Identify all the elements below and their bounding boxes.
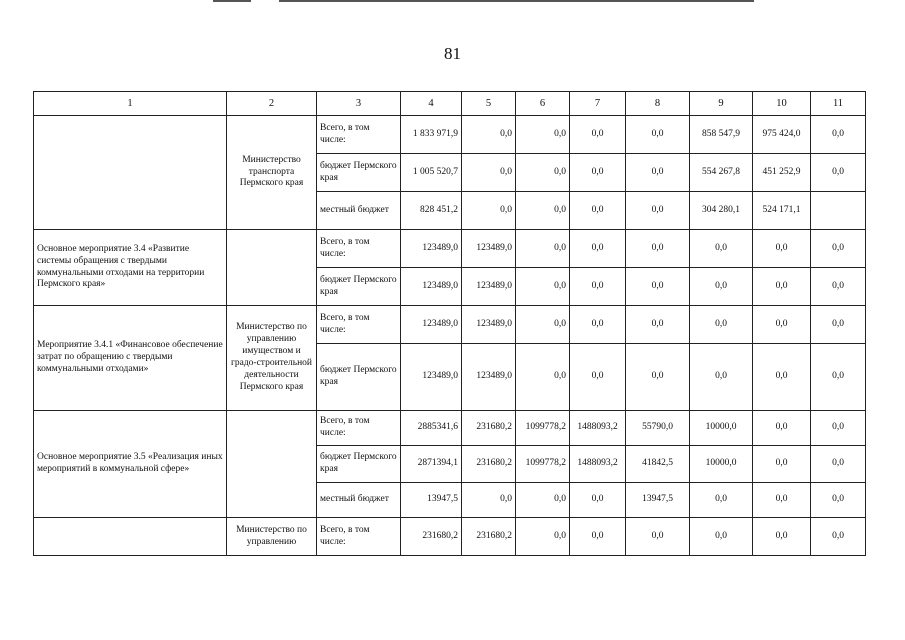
- amount-cell: 0,0: [626, 306, 690, 344]
- amount-cell: 2871394,1: [401, 446, 462, 483]
- amount-cell: 0,0: [753, 268, 811, 306]
- column-header: 7: [570, 92, 626, 116]
- column-header: 4: [401, 92, 462, 116]
- amount-cell: 13947,5: [401, 483, 462, 518]
- amount-cell: 1488093,2: [570, 446, 626, 483]
- amount-cell: 0,0: [516, 268, 570, 306]
- amount-cell: 0,0: [690, 230, 753, 268]
- amount-cell: 0,0: [626, 230, 690, 268]
- column-header: 11: [811, 92, 866, 116]
- table-row: [34, 411, 866, 446]
- amount-cell: 0,0: [811, 344, 866, 411]
- amount-cell: 0,0: [462, 116, 516, 154]
- amount-cell: 0,0: [811, 268, 866, 306]
- amount-cell: 0,0: [570, 344, 626, 411]
- amount-cell: 2885341,6: [401, 411, 462, 446]
- amount-cell: 0,0: [570, 154, 626, 192]
- amount-cell: 828 451,2: [401, 192, 462, 230]
- amount-cell: 304 280,1: [690, 192, 753, 230]
- amount-cell: 0,0: [811, 154, 866, 192]
- amount-cell: 1099778,2: [516, 411, 570, 446]
- amount-cell: 123489,0: [462, 344, 516, 411]
- amount-cell: 123489,0: [462, 230, 516, 268]
- amount-cell: 123489,0: [401, 344, 462, 411]
- amount-cell: 0,0: [516, 192, 570, 230]
- amount-cell: 123489,0: [401, 230, 462, 268]
- table-row: [34, 230, 866, 268]
- amount-cell: 10000,0: [690, 446, 753, 483]
- amount-cell: 0,0: [570, 268, 626, 306]
- table-row: [34, 518, 866, 556]
- amount-cell: 231680,2: [462, 411, 516, 446]
- top-rule-left: [213, 0, 251, 2]
- column-header: 8: [626, 92, 690, 116]
- funding-source: бюджет Пермского края: [317, 268, 401, 306]
- amount-cell: 0,0: [516, 483, 570, 518]
- amount-cell: 0,0: [811, 411, 866, 446]
- amount-cell: 0,0: [753, 230, 811, 268]
- amount-cell: 0,0: [690, 344, 753, 411]
- amount-cell: 0,0: [811, 483, 866, 518]
- column-header: 5: [462, 92, 516, 116]
- funding-source: бюджет Пермского края: [317, 154, 401, 192]
- top-rule-right: [279, 0, 754, 2]
- column-header: 9: [690, 92, 753, 116]
- amount-cell: 524 171,1: [753, 192, 811, 230]
- amount-cell: 1099778,2: [516, 446, 570, 483]
- funding-source: Всего, в том числе:: [317, 518, 401, 556]
- amount-cell: 1488093,2: [570, 411, 626, 446]
- amount-cell: 123489,0: [462, 268, 516, 306]
- amount-cell: 0,0: [690, 483, 753, 518]
- amount-cell: 0,0: [753, 344, 811, 411]
- page-number: 81: [444, 44, 461, 63]
- amount-cell: 0,0: [570, 230, 626, 268]
- table-row: [34, 306, 866, 344]
- amount-cell: 123489,0: [401, 268, 462, 306]
- amount-cell: 231680,2: [401, 518, 462, 556]
- amount-cell: 0,0: [462, 192, 516, 230]
- funding-source: местный бюджет: [317, 192, 401, 230]
- funding-source: Всего, в том числе:: [317, 230, 401, 268]
- amount-cell: 0,0: [570, 518, 626, 556]
- event-description: [34, 518, 227, 556]
- amount-cell: 0,0: [690, 268, 753, 306]
- funding-source: Всего, в том числе:: [317, 116, 401, 154]
- amount-cell: 0,0: [570, 483, 626, 518]
- amount-cell: 0,0: [626, 116, 690, 154]
- amount-cell: 123489,0: [401, 306, 462, 344]
- amount-cell: 0,0: [462, 154, 516, 192]
- amount-cell: 231680,2: [462, 518, 516, 556]
- amount-cell: 0,0: [516, 518, 570, 556]
- amount-cell: 0,0: [811, 116, 866, 154]
- amount-cell: 0,0: [626, 268, 690, 306]
- column-header: 3: [317, 92, 401, 116]
- amount-cell: 0,0: [811, 446, 866, 483]
- amount-cell: 0,0: [626, 154, 690, 192]
- event-description: Основное мероприятие 3.4 «Развитие системы обращения с твердыми коммунальными отходами на территории Пермского края»: [34, 230, 227, 306]
- amount-cell: 41842,5: [626, 446, 690, 483]
- budget-table: [33, 91, 866, 556]
- amount-cell: 0,0: [811, 230, 866, 268]
- amount-cell: 554 267,8: [690, 154, 753, 192]
- amount-cell: 0,0: [690, 518, 753, 556]
- event-description: Основное мероприятие 3.5 «Реализация иных мероприятий в коммунальной сфере»: [34, 411, 227, 518]
- amount-cell: 0,0: [462, 483, 516, 518]
- responsible-executor: [227, 230, 317, 306]
- amount-cell: [811, 192, 866, 230]
- amount-cell: 231680,2: [462, 446, 516, 483]
- funding-source: Всего, в том числе:: [317, 411, 401, 446]
- amount-cell: 0,0: [516, 230, 570, 268]
- amount-cell: 0,0: [753, 446, 811, 483]
- responsible-executor: Министерство транспорта Пермского края: [227, 116, 317, 230]
- amount-cell: 123489,0: [462, 306, 516, 344]
- amount-cell: 0,0: [626, 518, 690, 556]
- funding-source: бюджет Пермского края: [317, 344, 401, 411]
- amount-cell: 0,0: [753, 483, 811, 518]
- amount-cell: 1 833 971,9: [401, 116, 462, 154]
- column-header: 6: [516, 92, 570, 116]
- funding-source: бюджет Пермского края: [317, 446, 401, 483]
- amount-cell: 0,0: [516, 344, 570, 411]
- responsible-executor: Министерство по управлению: [227, 518, 317, 556]
- amount-cell: 0,0: [516, 154, 570, 192]
- amount-cell: 55790,0: [626, 411, 690, 446]
- table-body: [34, 92, 866, 556]
- amount-cell: 0,0: [516, 306, 570, 344]
- amount-cell: 0,0: [753, 306, 811, 344]
- amount-cell: 0,0: [753, 411, 811, 446]
- amount-cell: 0,0: [690, 306, 753, 344]
- amount-cell: 0,0: [626, 344, 690, 411]
- column-header: 2: [227, 92, 317, 116]
- amount-cell: 13947,5: [626, 483, 690, 518]
- responsible-executor: [227, 411, 317, 518]
- amount-cell: 0,0: [570, 192, 626, 230]
- event-description: Мероприятие 3.4.1 «Финансовое обеспечение затрат по обращению с твердыми коммунальными отходами»: [34, 306, 227, 411]
- amount-cell: 858 547,9: [690, 116, 753, 154]
- amount-cell: 0,0: [516, 116, 570, 154]
- amount-cell: 0,0: [570, 306, 626, 344]
- amount-cell: 0,0: [570, 116, 626, 154]
- amount-cell: 0,0: [626, 192, 690, 230]
- amount-cell: 451 252,9: [753, 154, 811, 192]
- event-description: [34, 116, 227, 230]
- amount-cell: 10000,0: [690, 411, 753, 446]
- table-row: [34, 116, 866, 154]
- header-row: [34, 92, 866, 116]
- amount-cell: 0,0: [811, 306, 866, 344]
- amount-cell: 0,0: [811, 518, 866, 556]
- amount-cell: 975 424,0: [753, 116, 811, 154]
- funding-source: Всего, в том числе:: [317, 306, 401, 344]
- amount-cell: 0,0: [753, 518, 811, 556]
- responsible-executor: Министерство по управлению имуществом и градо-строительной деятельности Пермского края: [227, 306, 317, 411]
- column-header: 10: [753, 92, 811, 116]
- amount-cell: 1 005 520,7: [401, 154, 462, 192]
- column-header: 1: [34, 92, 227, 116]
- funding-source: местный бюджет: [317, 483, 401, 518]
